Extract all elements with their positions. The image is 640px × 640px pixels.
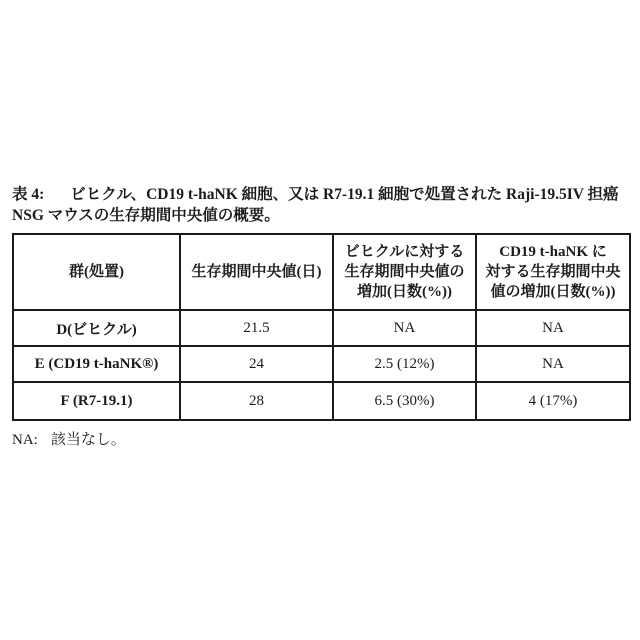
cell-group-d-vs-cd19: NA [476, 310, 630, 346]
cell-group-d-vs-vehicle: NA [333, 310, 476, 346]
cell-group-f-vs-vehicle: 6.5 (30%) [333, 382, 476, 420]
footnote [12, 430, 629, 450]
header-increase-vs-cd19-line2: 対する生存期間中央 [485, 264, 621, 280]
header-median-survival [180, 234, 333, 310]
footnote-text: 該当なし。 [50, 432, 126, 448]
cell-group-e: E (CD19 t-haNK®) [13, 346, 180, 382]
survival-summary-table [12, 233, 631, 421]
header-group-treatment-label: 群(処置) [69, 264, 124, 280]
cell-group-f-median: 28 [180, 382, 333, 420]
footnote-label: NA: [12, 432, 38, 448]
header-increase-vs-vehicle-line1: ビヒクルに対する [344, 244, 465, 260]
table-header-row [13, 234, 630, 310]
cell-group-d-median: 21.5 [180, 310, 333, 346]
header-increase-vs-cd19-line3: 値の増加(日数(%)) [490, 284, 616, 300]
header-increase-vs-vehicle-line2: 生存期間中央値の [344, 264, 465, 280]
header-increase-vs-cd19 [476, 234, 630, 310]
header-group-treatment [13, 234, 180, 310]
table-caption-line2: NSG マウスの生存期間中央値の概要。 [12, 207, 280, 224]
cell-group-e-vs-cd19: NA [476, 346, 630, 382]
cell-group-d: D(ビヒクル) [13, 310, 180, 346]
cell-group-e-median: 24 [180, 346, 333, 382]
table-caption-line1: ビヒクル、CD19 t-haNK 細胞、又は R7-19.1 細胞で処置された Raji-19.5IV 担癌 [70, 186, 619, 203]
header-increase-vs-vehicle-line3: 増加(日数(%)) [357, 284, 452, 300]
table-row-group-f [13, 382, 630, 420]
cell-group-e-vs-vehicle: 2.5 (12%) [333, 346, 476, 382]
table-row-group-e [13, 346, 630, 382]
cell-group-f-vs-cd19: 4 (17%) [476, 382, 630, 420]
header-increase-vs-cd19-line1: CD19 t-haNK に [499, 244, 607, 260]
table-caption [12, 184, 629, 226]
cell-group-f: F (R7-19.1) [13, 382, 180, 420]
header-median-survival-label: 生存期間中央値(日) [191, 264, 322, 280]
table-caption-number: 表 4: [12, 186, 45, 203]
table-row-group-d [13, 310, 630, 346]
table-section [12, 184, 629, 450]
header-increase-vs-vehicle [333, 234, 476, 310]
